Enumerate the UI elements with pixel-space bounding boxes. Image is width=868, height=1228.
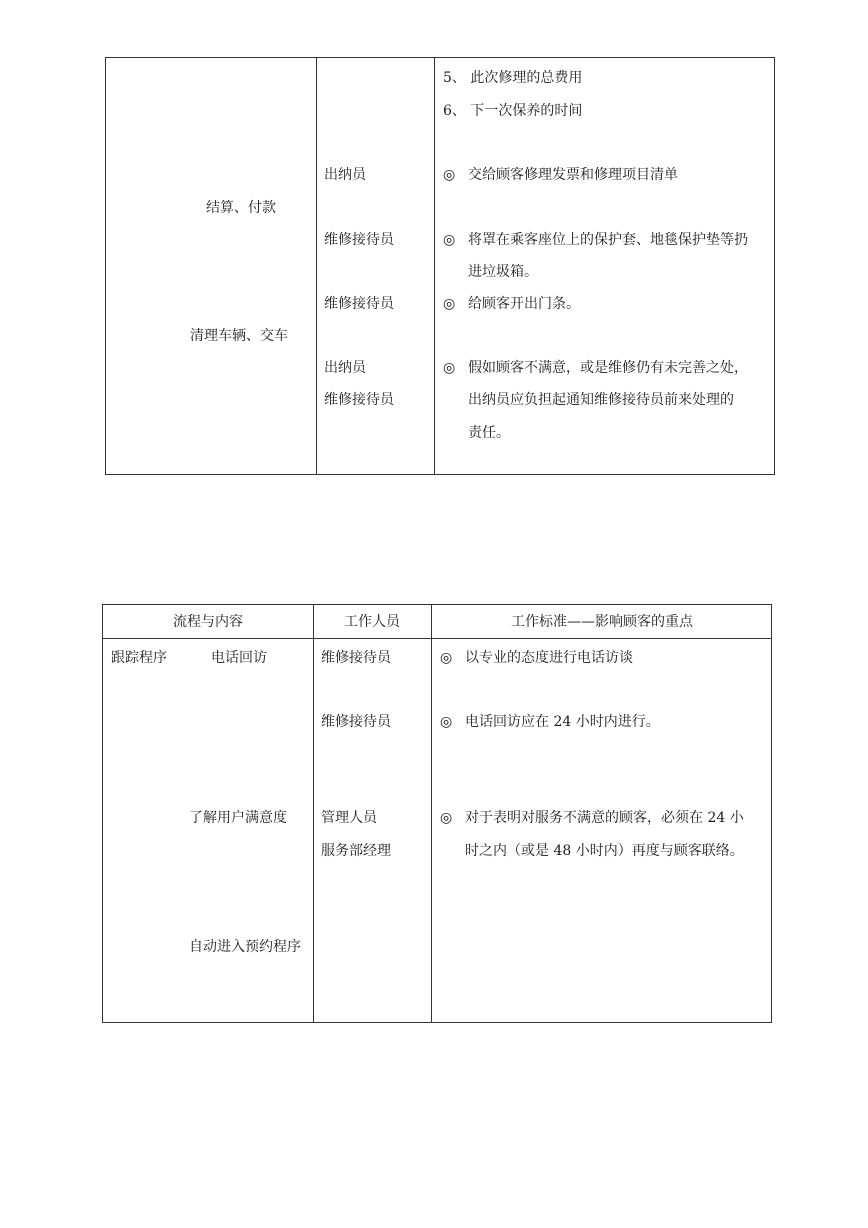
standard-text: 进垃圾箱。 <box>468 264 538 280</box>
standard-text: 给顾客开出门条。 <box>468 296 580 312</box>
process-clean-delivery: 清理车辆、交车 <box>190 328 288 344</box>
staff-service-advisor: 维修接待员 <box>324 232 394 248</box>
column-divider <box>431 605 432 1022</box>
bullet-icon: ◎ <box>443 232 456 248</box>
column-divider <box>316 58 317 474</box>
bullet-icon: ◎ <box>440 810 453 826</box>
header-process: 流程与内容 <box>173 614 243 630</box>
header-divider <box>103 638 771 639</box>
standard-item-6: 6、 下一次保养的时间 <box>443 103 583 119</box>
header-standard: 工作标准——影响顾客的重点 <box>511 614 693 630</box>
standard-text: 时之内（或是 48 小时内）再度与顾客联络。 <box>465 843 744 859</box>
bullet-icon: ◎ <box>440 714 453 730</box>
process-auto-booking: 自动进入预约程序 <box>189 939 301 955</box>
column-divider <box>434 58 435 474</box>
staff-service-advisor: 维修接待员 <box>321 650 391 666</box>
standard-text: 将罩在乘客座位上的保护套、地毯保护垫等扔 <box>468 232 748 248</box>
staff-cashier: 出纳员 <box>324 167 366 183</box>
staff-cashier: 出纳员 <box>324 360 366 376</box>
standard-text: 假如顾客不满意，或是维修仍有未完善之处， <box>468 360 748 376</box>
bullet-icon: ◎ <box>440 650 453 666</box>
staff-service-advisor: 维修接待员 <box>324 392 394 408</box>
staff-service-advisor: 维修接待员 <box>324 296 394 312</box>
bullet-icon: ◎ <box>443 167 456 183</box>
staff-manager: 管理人员 <box>321 810 377 826</box>
standard-text: 交给顾客修理发票和修理项目清单 <box>468 167 678 183</box>
service-table-settlement <box>105 57 775 475</box>
standard-item-5: 5、 此次修理的总费用 <box>443 70 583 86</box>
column-divider <box>313 605 314 1022</box>
standard-text: 电话回访应在 24 小时内进行。 <box>465 714 660 730</box>
process-phone-visit: 电话回访 <box>211 650 267 666</box>
staff-service-manager: 服务部经理 <box>321 843 391 859</box>
process-settlement: 结算、付款 <box>206 200 276 216</box>
service-table-follow-up <box>102 604 772 1023</box>
standard-text: 出纳员应负担起通知维修接待员前来处理的 <box>468 392 734 408</box>
process-follow-up: 跟踪程序 <box>111 650 167 666</box>
process-satisfaction: 了解用户满意度 <box>189 810 287 826</box>
staff-service-advisor: 维修接待员 <box>321 714 391 730</box>
bullet-icon: ◎ <box>443 296 456 312</box>
standard-text: 以专业的态度进行电话访谈 <box>465 650 633 666</box>
standard-text: 对于表明对服务不满意的顾客，必须在 24 小 <box>465 810 744 826</box>
standard-text: 责任。 <box>468 425 510 441</box>
bullet-icon: ◎ <box>443 360 456 376</box>
header-staff: 工作人员 <box>344 614 400 630</box>
